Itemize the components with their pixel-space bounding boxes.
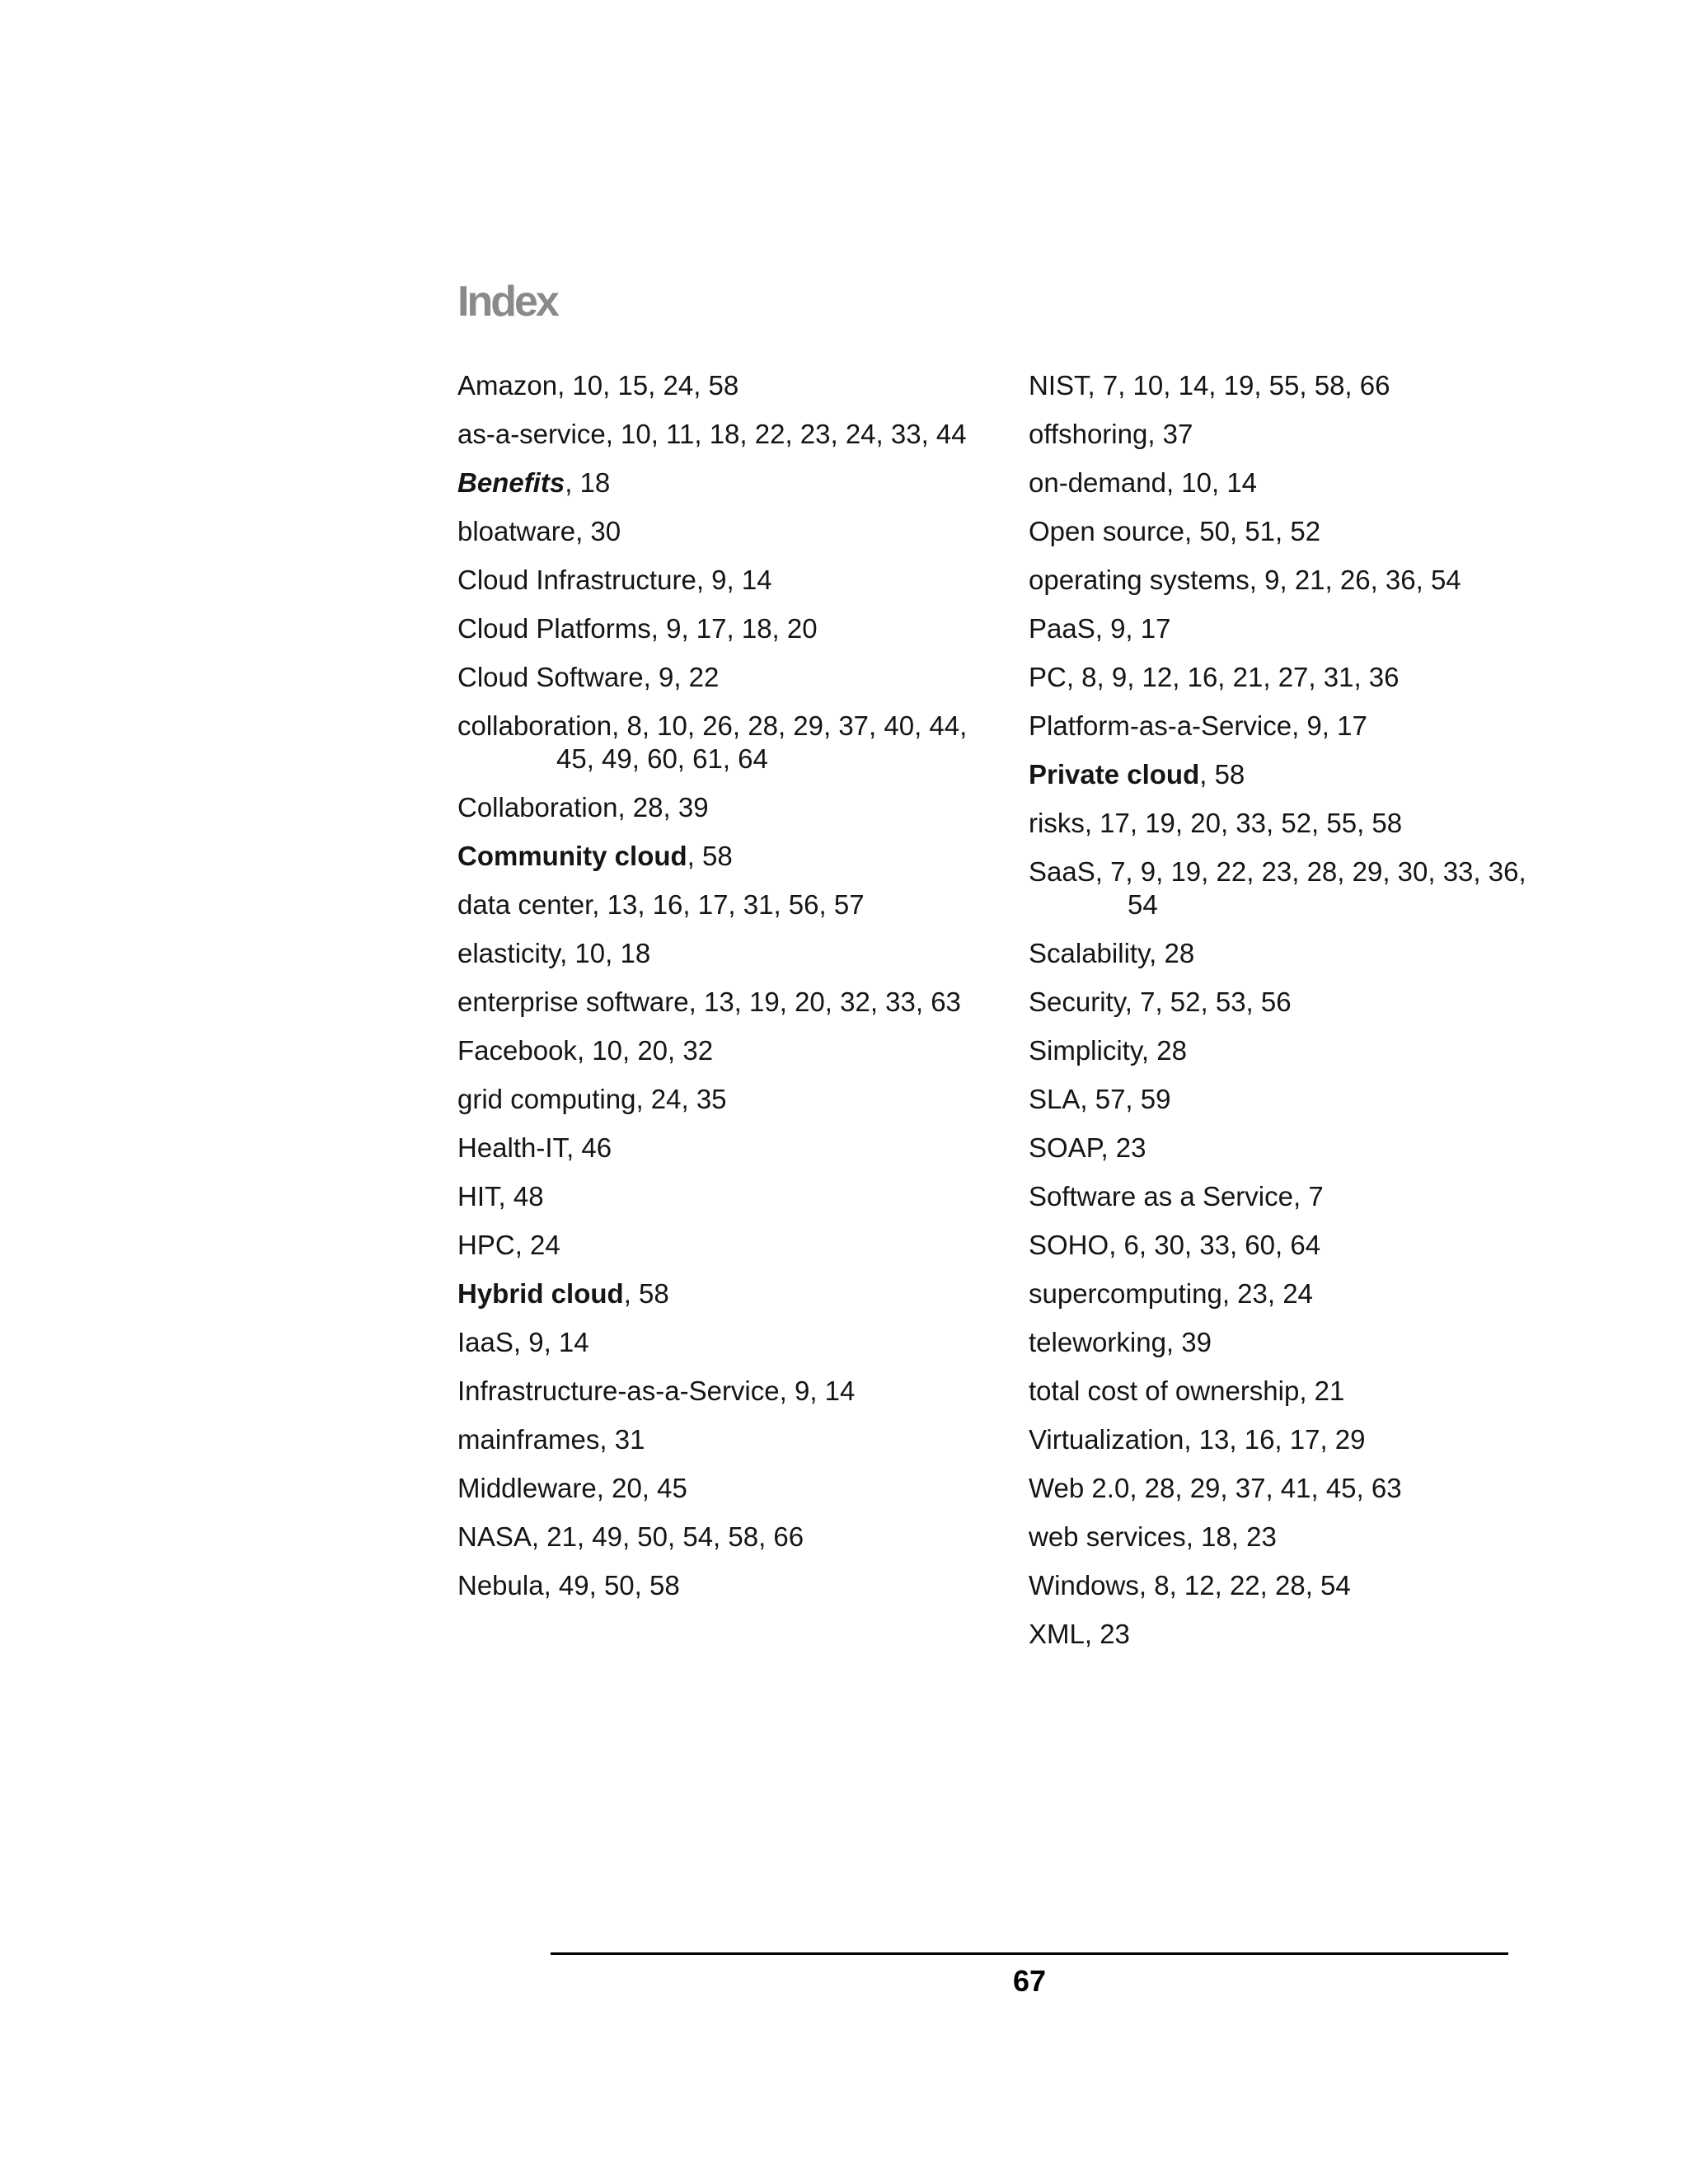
index-term: Health-IT	[457, 1132, 567, 1163]
index-term: Platform-as-a-Service	[1029, 710, 1292, 741]
index-term: Collaboration	[457, 792, 618, 823]
index-term: on-demand	[1029, 467, 1166, 498]
index-page-refs: , 58	[687, 841, 733, 871]
index-page-refs: , 10, 20, 32	[576, 1035, 714, 1066]
index-page-refs: , 21, 49, 50, 54, 58, 66	[531, 1521, 804, 1552]
index-entry	[1029, 1423, 1556, 1456]
index-page-refs: , 46	[566, 1132, 612, 1163]
index-page-refs: , 10, 11, 18, 22, 23, 24, 33, 44	[605, 419, 967, 449]
index-page-refs: , 30	[575, 516, 621, 546]
index-term: HPC	[457, 1230, 515, 1260]
index-page-refs: , 13, 16, 17, 29	[1184, 1424, 1366, 1455]
index-term: Windows	[1029, 1570, 1139, 1601]
index-entry	[1029, 466, 1556, 499]
index-entry	[457, 1569, 985, 1602]
index-term: NASA	[457, 1521, 532, 1552]
index-term: SLA	[1029, 1084, 1081, 1114]
index-page-refs: , 9, 17	[1095, 613, 1171, 644]
index-entry	[1029, 855, 1556, 921]
index-page-refs: , 20, 45	[596, 1473, 687, 1503]
index-term: SaaS	[1029, 856, 1095, 887]
index-entry	[457, 1472, 985, 1505]
index-entry	[1029, 1180, 1556, 1213]
index-entry	[457, 515, 985, 548]
index-term: Hybrid cloud	[457, 1278, 624, 1309]
index-page-refs: , 21	[1299, 1376, 1345, 1406]
index-entry	[457, 1034, 985, 1067]
index-term: IaaS	[457, 1327, 513, 1357]
index-term: operating systems	[1029, 565, 1250, 595]
index-page-refs: , 9, 22	[643, 662, 720, 692]
index-page-refs: , 50, 51, 52	[1184, 516, 1321, 546]
index-entry	[457, 466, 985, 499]
index-entry	[1029, 1132, 1556, 1165]
index-page-refs: , 8, 9, 12, 16, 21, 27, 31, 36	[1066, 662, 1400, 692]
index-page-refs: , 10, 18	[560, 938, 651, 968]
index-page-refs: , 7, 9, 19, 22, 23, 28, 29, 30, 33, 36, 54	[1095, 856, 1526, 920]
index-entry	[457, 1180, 985, 1213]
index-entry	[457, 937, 985, 970]
index-term: offshoring	[1029, 419, 1148, 449]
index-page-refs: , 23	[1084, 1619, 1130, 1649]
index-page-refs: , 57, 59	[1080, 1084, 1171, 1114]
index-entry	[1029, 1569, 1556, 1602]
index-page-refs: , 28	[1141, 1035, 1187, 1066]
index-term: mainframes	[457, 1424, 600, 1455]
index-entry	[1029, 758, 1556, 791]
index-page-refs: , 18	[565, 467, 611, 498]
index-entry	[1029, 1277, 1556, 1310]
index-term: SOAP	[1029, 1132, 1101, 1163]
index-term: NIST	[1029, 370, 1088, 401]
index-entry	[1029, 1375, 1556, 1408]
index-entry	[1029, 515, 1556, 548]
index-page-refs: , 37	[1147, 419, 1193, 449]
index-entry	[1029, 937, 1556, 970]
index-entry	[457, 1132, 985, 1165]
index-page-refs: , 28	[1149, 938, 1195, 968]
index-page-refs: , 24, 35	[635, 1084, 727, 1114]
index-term: Community cloud	[457, 841, 687, 871]
index-page-refs: , 13, 19, 20, 32, 33, 63	[688, 987, 961, 1017]
index-entry	[1029, 564, 1556, 597]
index-page-refs: , 8, 10, 26, 28, 29, 37, 40, 44, 45, 49, 60, 61, 64	[556, 710, 968, 774]
index-entry	[457, 1326, 985, 1359]
index-entry	[1029, 1083, 1556, 1116]
index-page-refs: , 24	[514, 1230, 560, 1260]
index-term: risks	[1029, 808, 1085, 838]
index-entry	[1029, 1618, 1556, 1651]
index-term: bloatware	[457, 516, 576, 546]
index-entry	[457, 418, 985, 451]
index-page-refs: , 58	[1199, 759, 1245, 790]
index-page-refs: , 6, 30, 33, 60, 64	[1109, 1230, 1321, 1260]
index-term: web services	[1029, 1521, 1186, 1552]
index-term: total cost of ownership	[1029, 1376, 1300, 1406]
index-entry	[1029, 1034, 1556, 1067]
index-entry	[1029, 612, 1556, 645]
index-page-refs: , 28, 39	[617, 792, 709, 823]
index-page-refs: , 31	[599, 1424, 645, 1455]
index-term: XML	[1029, 1619, 1085, 1649]
index-term: Virtualization	[1029, 1424, 1184, 1455]
index-term: Software as a Service	[1029, 1181, 1293, 1212]
index-entry	[1029, 1326, 1556, 1359]
index-page-refs: , 17, 19, 20, 33, 52, 55, 58	[1084, 808, 1403, 838]
index-entry	[1029, 807, 1556, 840]
index-page-refs: , 23	[1100, 1132, 1146, 1163]
index-page-refs: , 10, 14	[1165, 467, 1258, 498]
index-term: Cloud Infrastructure	[457, 565, 696, 595]
index-term: Security	[1029, 987, 1125, 1017]
index-term: Middleware	[457, 1473, 597, 1503]
index-page-refs: , 7	[1292, 1181, 1324, 1212]
index-entry	[1029, 1521, 1556, 1554]
index-entry	[457, 986, 985, 1019]
index-page-refs: , 48	[498, 1181, 544, 1212]
index-term: as-a-service	[457, 419, 606, 449]
index-entry	[457, 1083, 985, 1116]
index-entry	[457, 1229, 985, 1262]
index-column-right	[1029, 369, 1556, 1666]
index-entry	[1029, 661, 1556, 694]
index-page-refs: , 39	[1165, 1327, 1212, 1357]
index-term: data center	[457, 889, 593, 920]
index-entry	[457, 888, 985, 921]
index-entry	[457, 1521, 985, 1554]
index-page-refs: , 18, 23	[1185, 1521, 1277, 1552]
index-entry	[457, 791, 985, 824]
index-entry	[1029, 1229, 1556, 1262]
index-term: Web 2.0	[1029, 1473, 1130, 1503]
index-entry	[1029, 986, 1556, 1019]
index-term: Private cloud	[1029, 759, 1200, 790]
index-page-refs: , 9, 14	[696, 565, 772, 595]
index-term: Infrastructure-as-a-Service	[457, 1376, 780, 1406]
index-page-refs: , 9, 14	[779, 1376, 856, 1406]
index-term: enterprise software	[457, 987, 689, 1017]
index-term: collaboration	[457, 710, 612, 741]
index-term: SOHO	[1029, 1230, 1109, 1260]
index-page-refs: , 9, 17	[1292, 710, 1367, 741]
index-page-refs: , 23, 24	[1221, 1278, 1313, 1309]
index-page-refs: , 10, 15, 24, 58	[557, 370, 739, 401]
index-entry	[1029, 418, 1556, 451]
index-term: elasticity	[457, 938, 560, 968]
index-page-refs: , 13, 16, 17, 31, 56, 57	[592, 889, 865, 920]
index-column-left	[457, 369, 985, 1618]
index-term: grid computing	[457, 1084, 636, 1114]
index-entry	[457, 840, 985, 873]
index-page-refs: , 9, 17, 18, 20	[650, 613, 818, 644]
index-page-refs: , 7, 52, 53, 56	[1124, 987, 1292, 1017]
index-term: Cloud Platforms	[457, 613, 651, 644]
index-page-refs: , 28, 29, 37, 41, 45, 63	[1129, 1473, 1402, 1503]
index-entry	[1029, 369, 1556, 402]
index-term: Scalability	[1029, 938, 1150, 968]
index-term: Nebula	[457, 1570, 544, 1601]
index-page-refs: , 9, 21, 26, 36, 54	[1249, 565, 1461, 595]
footer-rule	[551, 1952, 1508, 1955]
index-term: teleworking	[1029, 1327, 1166, 1357]
index-term: Amazon	[457, 370, 558, 401]
index-entry	[457, 369, 985, 402]
index-entry	[1029, 710, 1556, 743]
index-term: supercomputing	[1029, 1278, 1222, 1309]
index-entry	[457, 661, 985, 694]
index-page-refs: , 49, 50, 58	[543, 1570, 680, 1601]
index-entry	[457, 564, 985, 597]
index-term: Cloud Software	[457, 662, 644, 692]
page-number: 67	[1012, 1964, 1047, 1998]
index-heading: Index	[457, 278, 557, 326]
index-entry	[457, 710, 985, 776]
index-term: PaaS	[1029, 613, 1095, 644]
index-page-refs: , 58	[623, 1278, 669, 1309]
index-entry	[457, 1423, 985, 1456]
index-term: Facebook	[457, 1035, 577, 1066]
index-term: HIT	[457, 1181, 499, 1212]
index-page-refs: , 8, 12, 22, 28, 54	[1138, 1570, 1351, 1601]
index-term: Benefits	[457, 467, 565, 498]
index-term: PC	[1029, 662, 1067, 692]
index-term: Open source	[1029, 516, 1184, 546]
index-term: Simplicity	[1029, 1035, 1142, 1066]
index-entry	[457, 1277, 985, 1310]
index-entry	[457, 612, 985, 645]
index-entry	[457, 1375, 985, 1408]
index-entry	[1029, 1472, 1556, 1505]
index-page-refs: , 9, 14	[513, 1327, 589, 1357]
index-page-refs: , 7, 10, 14, 19, 55, 58, 66	[1087, 370, 1390, 401]
